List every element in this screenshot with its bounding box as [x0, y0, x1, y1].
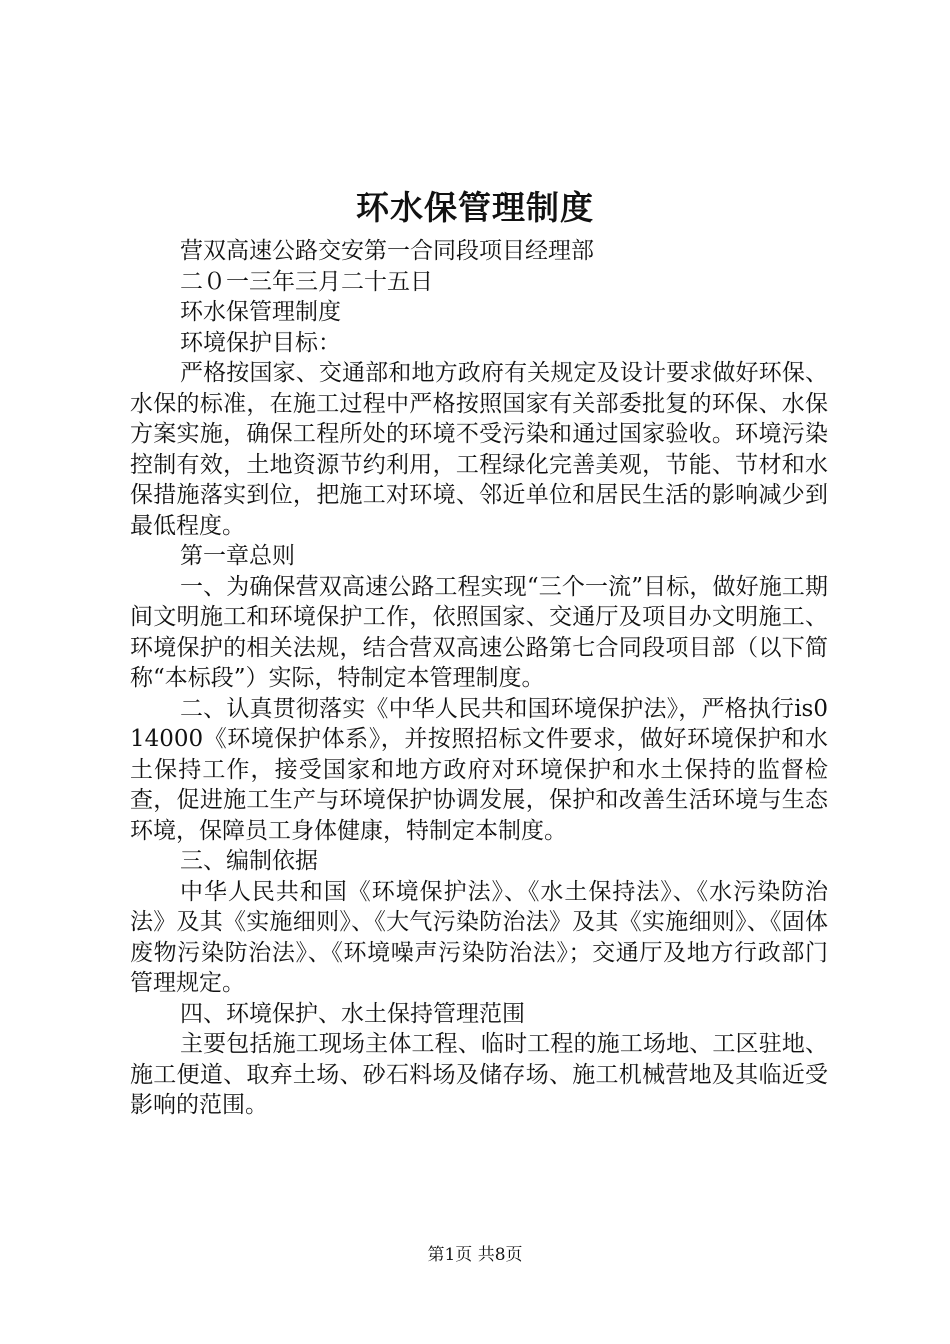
- chapter-heading: 第一章总则: [180, 543, 295, 569]
- goal-paragraph: 严格按国家、交通部和地方政府有关规定及设计要求做好环保、水保的标准，在施工过程中严格按照国家有关部委批复的环保、水保方案实施，确保工程所处的环境不受污染和通过国家验收。环境污染控制有效，土地资源节约利用，工程绿化完善美观，节能、节材和水保措施落实到位，把施工对环境、邻近单位和居民生活的影响减少到最低程度。: [130, 360, 828, 539]
- subtitle-line: 环水保管理制度: [180, 299, 341, 325]
- article-4-heading: 四、环境保护、水土保持管理范围: [180, 1000, 525, 1027]
- page-number-footer: 第1页 共8页: [427, 1245, 523, 1265]
- document-title: 环水保管理制度: [356, 188, 594, 227]
- article-2-paragraph: 二、认真贯彻落实《中华人民共和国环境保护法》，严格执行is014000《环境保护体系》，并按照招标文件要求，做好环境保护和水土保持工作，接受国家和地方政府对环境保护和水土保持的监督检查，促进施工生产与环境保护协调发展，保护和改善生活环境与生态环境，保障员工身体健康，特制定本制度。: [130, 695, 828, 844]
- date-line: 二０一三年三月二十五日: [180, 268, 433, 295]
- goal-heading: 环境保护目标：: [180, 329, 341, 356]
- article-1-paragraph: 一、为确保营双高速公路工程实现“三个一流”目标，做好施工期间文明施工和环境保护工作，依照国家、交通厅及项目办文明施工、环境保护的相关法规，结合营双高速公路第七合同段项目部（以下简称“本标段”）实际，特制定本管理制度。: [130, 573, 828, 691]
- article-3-paragraph: 中华人民共和国《环境保护法》、《水土保持法》、《水污染防治法》及其《实施细则》、《大气污染防治法》及其《实施细则》、《固体废物污染防治法》、《环境噪声污染防治法》；交通厅及地方行政部门管理规定。: [130, 878, 828, 996]
- article-4-paragraph: 主要包括施工现场主体工程、临时工程的施工场地、工区驻地、施工便道、取弃土场、砂石料场及储存场、施工机械营地及其临近受影响的范围。: [130, 1031, 828, 1118]
- article-3-heading: 三、编制依据: [180, 848, 318, 874]
- document-body: [130, 236, 828, 1121]
- issuer-line: 营双高速公路交安第一合同段项目经理部: [180, 238, 594, 264]
